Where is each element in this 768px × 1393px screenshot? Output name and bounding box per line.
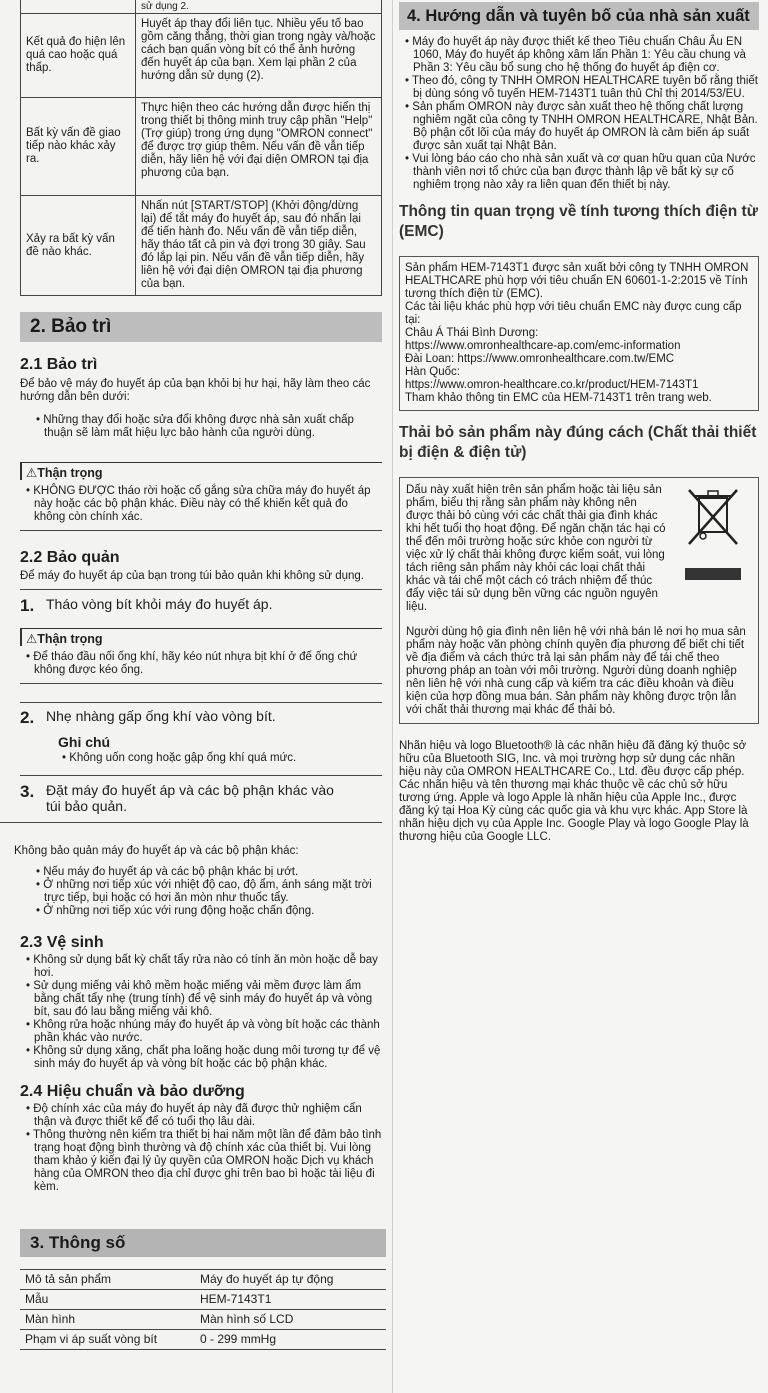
emc-box xyxy=(399,256,759,411)
note-title: Ghi chú xyxy=(58,734,111,750)
table-row xyxy=(20,1310,386,1330)
troubleshooting-table-wrap xyxy=(20,0,382,296)
problem-cell: Xảy ra bất kỳ vấn đề nào khác. xyxy=(21,196,136,296)
section-2-title: 2. Bảo trì xyxy=(20,312,382,342)
emc-line: Châu Á Thái Bình Dương: xyxy=(405,327,539,339)
problem-cell: Kết quả đo hiện lên quá cao hoặc quá thấp. xyxy=(21,14,136,98)
specs-table xyxy=(20,1269,386,1350)
storage-list xyxy=(30,866,382,918)
declarations-list xyxy=(399,36,759,192)
caution-text: • KHÔNG ĐƯỢC tháo rời hoặc cố gắng sửa chữa máy đo huyết áp này hoặc các bộ phận khác. Điều này có thể khiến kết quả đo không còn chính xác. xyxy=(26,485,371,523)
spec-label: Mẫu xyxy=(20,1290,195,1310)
weee-paragraph: Dấu này xuất hiện trên sản phẩm hoặc tài liệu sản phẩm, biểu thị rằng sản phẩm này không nên được thải bỏ cùng với các chất thải gia đình khác khi hết tuổi thọ hoạt động. Để ngăn chặn tác hại có thể đến môi trường hoặc sức khỏe con người từ việc xử lý chất thải không được kiểm soát, vui lòng tách riêng sản phẩm này khỏi các loại chất thải khác và tái chế một cách có trách nhiệm để thúc đẩy việc tái sử dụng bền vững các nguồn nguyên liệu. xyxy=(406,484,666,613)
spec-label: Màn hình xyxy=(20,1310,195,1330)
spec-label: Phạm vi áp suất vòng bít xyxy=(20,1330,195,1350)
step-1-text: Tháo vòng bít khỏi máy đo huyết áp. xyxy=(46,596,273,612)
section-2-4-title: 2.4 Hiệu chuẩn và bảo dưỡng xyxy=(20,1083,245,1100)
table-row xyxy=(20,1270,386,1290)
table-row xyxy=(20,1290,386,1310)
step-3: 3. Đặt máy đo huyết áp và các bộ phận khác vào túi bảo quản. xyxy=(20,782,382,814)
emc-link: https://www.omron-healthcare.co.kr/product/HEM-7143T1 xyxy=(405,379,699,391)
emc-link: https://www.omronhealthcare-ap.com/emc-information xyxy=(405,340,681,352)
weee-symbol xyxy=(673,484,752,614)
emc-line: Tham khảo thông tin EMC của HEM-7143T1 trên trang web. xyxy=(405,392,712,404)
weee-box xyxy=(399,477,759,724)
caution-block xyxy=(20,628,382,677)
action-cell: Nhấn nút [START/STOP] (Khởi động/dừng lại) để tắt máy đo huyết áp, sau đó nhấn lại để tiến hành đo. Nếu vấn đề vẫn tiếp diễn, hãy tháo tất cả pin và đợi trong 30 giây. Sau đó lắp lại pin. Nếu vấn đề vẫn tiếp diễn, hãy liên hệ với đại diện OMRON tại địa phương của bạn. xyxy=(136,196,382,296)
list-item: • Thông thường nên kiểm tra thiết bị hai năm một lần để đảm bảo tình trạng hoạt động bình thường và độ chính xác của thiết bị. Vui lòng tham khảo ý kiến đại lý ủy quyền của OMRON hoặc Dịch vụ khách hàng của OMRON theo địa chỉ được ghi trên bao bì hoặc tài liệu đi kèm. xyxy=(26,1129,382,1193)
list-item: • Vui lòng báo cáo cho nhà sản xuất và cơ quan hữu quan của Nước thành viên nơi tổ chức của bạn được thành lập về bất kỳ sự cố nghiêm trọng nào xảy ra liên quan đến thiết bị này. xyxy=(405,153,756,191)
weee-top xyxy=(406,484,752,614)
table-top-cell: sử dụng 2. xyxy=(136,0,382,14)
spec-value: Máy đo huyết áp tự động xyxy=(195,1270,386,1290)
list-item: • Theo đó, công ty TNHH OMRON HEALTHCARE tuyên bố rằng thiết bị dùng sóng vô tuyến HEM-7143T1 tuân thủ Chỉ thị 2014/53/EU. xyxy=(405,75,759,100)
list-item: • Nếu máy đo huyết áp và các bộ phận khác bị ướt. xyxy=(36,866,299,878)
specs-section xyxy=(20,1229,386,1350)
spec-label: Mô tả sản phẩm xyxy=(20,1270,195,1290)
emc-title: Thông tin quan trọng về tính tương thích điện từ (EMC) xyxy=(399,203,758,240)
section-4 xyxy=(399,2,759,844)
weee-bar xyxy=(685,568,741,580)
cleaning-list xyxy=(20,954,382,1071)
caution-text: • Để tháo đầu nối ống khí, hãy kéo nút nhựa bịt khí ở đế ống chứ không được kéo ống. xyxy=(26,651,358,676)
emc-line: Sản phẩm HEM-7143T1 được sản xuất bởi công ty TNHH OMRON HEALTHCARE phù hợp với tiêu chuẩn EN 60601-1-2:2015 về Tính tương thích điện từ (EMC). xyxy=(405,262,749,300)
list-item: • Sản phẩm OMRON này được sản xuất theo hệ thống chất lượng nghiêm ngặt của công ty TNHH OMRON HEALTHCARE, Nhật Bản. Bộ phận cốt lõi của máy đo huyết áp OMRON là cảm biến áp suất được sản xuất tại Nhật Bản. xyxy=(405,101,758,152)
spec-value: 0 - 299 mmHg xyxy=(195,1330,386,1350)
section-2-3-title: 2.3 Vệ sinh xyxy=(20,934,104,951)
list-item: • Sử dụng miếng vải khô mềm hoặc miếng vải mềm được làm ẩm bằng chất tẩy nhẹ (trung tính) để vệ sinh máy đo huyết áp và vòng bít, sau đó lau bằng miếng vải khô. xyxy=(26,980,373,1018)
section-3-title: 3. Thông số xyxy=(20,1229,386,1257)
note-text: • Không uốn cong hoặc gập ống khí quá mức. xyxy=(62,752,297,764)
calibration-list xyxy=(20,1103,382,1194)
step-3-text: Đặt máy đo huyết áp và các bộ phận khác vào túi bảo quản. xyxy=(46,782,334,814)
storage-text: Không bảo quản máy đo huyết áp và các bộ phận khác: xyxy=(14,845,299,857)
troubleshooting-table xyxy=(20,0,382,296)
step-2: 2. Nhẹ nhàng gấp ống khí vào vòng bít. xyxy=(20,708,276,727)
maintenance-section xyxy=(14,312,382,1194)
spec-value: HEM-7143T1 xyxy=(195,1290,386,1310)
list-item: • Ở những nơi tiếp xúc với rung động hoặc chấn động. xyxy=(36,905,315,917)
action-cell: Thực hiện theo các hướng dẫn được hiển thị trong thiết bị thông minh truy cập phần "Help" (Trợ giúp) trong ứng dụng "OMRON connect" để được trợ giúp thêm. Nếu vấn đề vẫn tiếp diễn, hãy liên hệ với đại diện OMRON tại địa phương của bạn. xyxy=(136,98,382,196)
weee-title: Thải bỏ sản phẩm này đúng cách (Chất thải thiết bị điện & điện tử) xyxy=(399,424,757,461)
weee-paragraph: Người dùng hộ gia đình nên liên hệ với nhà bán lẻ nơi họ mua sản phẩm này hoặc văn phòng chính quyền địa phương để biết chi tiết về địa điểm và cách thức trả lại sản phẩm này để tái chế theo phương pháp an toàn với môi trường. Người dùng doanh nghiệp nên liên hệ với nhà cung cấp và kiểm tra các điều khoản và điều kiện của hợp đồng mua bán. Sản phẩm này không được trộn lẫn với chất thải thương mại khác để thải bỏ. xyxy=(406,626,746,716)
section-2-1-title: 2.1 Bảo trì xyxy=(20,356,98,373)
section-2-1-bullet: • Những thay đổi hoặc sửa đổi không được nhà sản xuất chấp thuận sẽ làm mất hiệu lực bảo hành của người dùng. xyxy=(36,414,354,439)
problem-cell: Bất kỳ vấn đề giao tiếp nào khác xảy ra. xyxy=(21,98,136,196)
list-item: • Máy đo huyết áp này được thiết kế theo Tiêu chuẩn Châu Âu EN 1060, Máy đo huyết áp không xâm lấn Phần 1: Yêu cầu chung và Phần 3: Yêu cầu bổ sung cho hệ thống đo huyết áp điện cơ. xyxy=(405,36,746,74)
table-row xyxy=(20,1330,386,1350)
caution-heading: ⚠Thận trọng xyxy=(20,463,108,480)
right-page xyxy=(392,0,768,1393)
step-1: 1. Tháo vòng bít khỏi máy đo huyết áp. xyxy=(20,596,273,615)
section-2-1-text: Để bảo vệ máy đo huyết áp của bạn khỏi bị hư hại, hãy làm theo các hướng dẫn bên dưới: xyxy=(20,378,371,403)
emc-link: Đài Loan: https://www.omronhealthcare.com.tw/EMC xyxy=(405,353,675,365)
spec-value: Màn hình số LCD xyxy=(195,1310,386,1330)
list-item: • Không sử dụng xăng, chất pha loãng hoặc dung môi tương tự để vệ sinh máy đo huyết áp và vòng bít hoặc các bộ phận khác. xyxy=(26,1045,381,1070)
emc-line: Các tài liệu khác phù hợp với tiêu chuẩn EMC này được cung cấp tại: xyxy=(405,301,742,326)
list-item: • Ở những nơi tiếp xúc với nhiệt độ cao, độ ẩm, ánh sáng mặt trời trực tiếp, bụi hoặc có hơi ăn mòn như thuốc tẩy. xyxy=(36,879,372,904)
step-2-text: Nhẹ nhàng gấp ống khí vào vòng bít. xyxy=(46,708,276,724)
list-item: • Không rửa hoặc nhúng máy đo huyết áp và vòng bít hoặc các thành phần khác vào nước. xyxy=(26,1019,380,1044)
caution-heading: ⚠Thận trọng xyxy=(20,629,108,646)
list-item: • Độ chính xác của máy đo huyết áp này đã được thử nghiệm cẩn thận và được thiết kế để có tuổi thọ lâu dài. xyxy=(26,1103,362,1128)
emc-line: Hàn Quốc: xyxy=(405,366,460,378)
section-2-2-text: Để máy đo huyết áp của bạn trong túi bảo quản khi không sử dụng. xyxy=(20,570,364,582)
bluetooth-trademark-text: Nhãn hiệu và logo Bluetooth® là các nhãn hiệu đã đăng ký thuộc sở hữu của Bluetooth SIG, Inc. và mọi trường hợp sử dụng các nhãn hiệu này của OMRON HEALTHCARE Co., Ltd. đều được cấp phép. Các nhãn hiệu và tên thương mại khác thuộc về các chủ sở hữu tương ứng. Apple và logo Apple là nhãn hiệu của Apple Inc., được đăng ký tại Hoa Kỳ cùng các quốc gia và khu vực khác. App Store là nhãn hiệu dịch vụ của Apple Inc. Google Play và logo Google Play là thương hiệu của Google LLC. xyxy=(399,740,749,843)
section-2-2-title: 2.2 Bảo quản xyxy=(20,549,120,566)
section-4-title: 4. Hướng dẫn và tuyên bố của nhà sản xuất xyxy=(399,2,759,30)
action-cell: Huyết áp thay đổi liên tục. Nhiều yếu tố bao gồm căng thẳng, thời gian trong ngày và/hoặc cách bạn quấn vòng bít có thể ảnh hưởng đến huyết áp của bạn. Xem lại phần 2 của hướng dẫn sử dụng (2). xyxy=(136,14,382,98)
crossed-bin-icon xyxy=(683,484,743,550)
list-item: • Không sử dụng bất kỳ chất tẩy rửa nào có tính ăn mòn hoặc dễ bay hơi. xyxy=(26,954,378,979)
caution-block xyxy=(20,462,382,524)
